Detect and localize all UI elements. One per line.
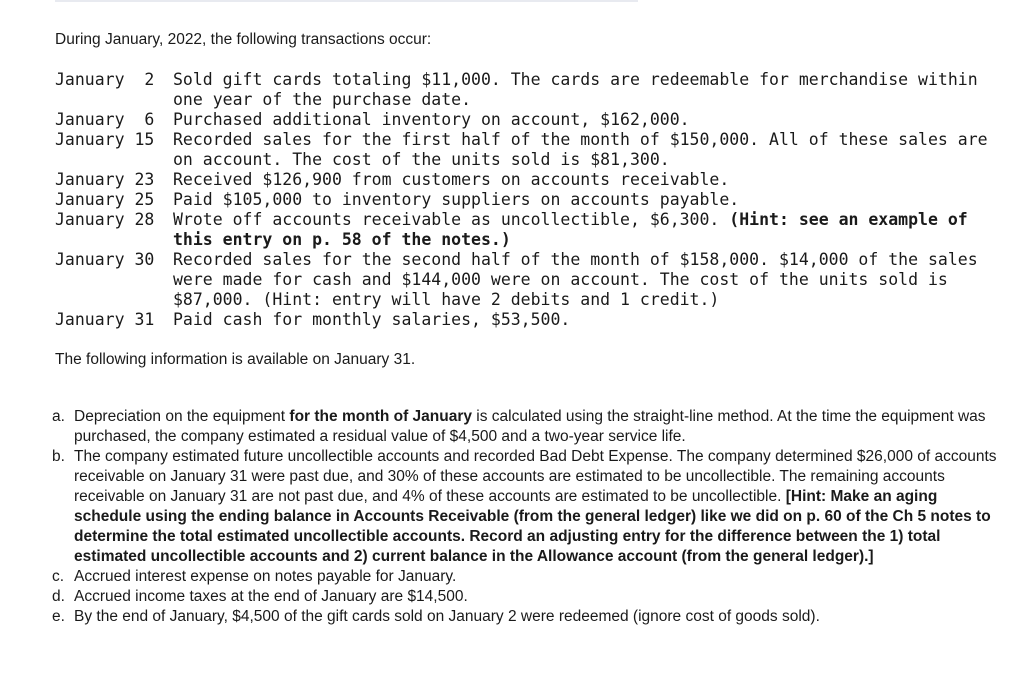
transaction-date: January 15 [55, 130, 155, 149]
adjustment-text: Accrued income taxes at the end of January are $14,500. [74, 588, 468, 605]
adjustment-text: Accrued interest expense on notes payable for January. [74, 568, 457, 585]
transaction-text: Paid $105,000 to inventory suppliers on accounts payable. [173, 190, 740, 209]
adjustment-item [52, 567, 997, 587]
adjustment-item [52, 407, 997, 447]
adjustment-item [52, 607, 997, 627]
transaction-text: Paid cash for monthly salaries, $53,500. [173, 310, 571, 329]
adjustment-letter: e. [52, 608, 65, 625]
transaction-item [55, 250, 993, 310]
adjustment-item [52, 447, 997, 567]
transaction-date: January 2 [55, 70, 155, 89]
transaction-item [55, 70, 993, 110]
adjustment-text: The company estimated future uncollectible accounts and recorded Bad Debt Expense. The company determined $26,000 of accounts receivable on January 31 were past due, and 30% of these accounts are estimated to be uncollectible. The remaining accounts receivable on January 31 are not past due, and 4% of these accounts are estimated to be uncollectible. [Hint: Make an aging schedule using the ending balance in Accounts Receivable (from the general ledger) like we did on p. 60 of the Ch 5 notes to determine the total estimated uncollectible accounts. Record an adjusting entry for the difference between the 1) total estimated uncollectible accounts and 2) current balance in the Allowance account (from the general ledger).] [74, 448, 997, 565]
adjustment-letter: b. [52, 448, 65, 465]
transaction-text: Wrote off accounts receivable as uncollectible, $6,300. (Hint: see an example of this entry on p. 58 of the notes.) [173, 210, 968, 249]
transaction-date: January 6 [55, 110, 155, 129]
transaction-date: January 30 [55, 250, 155, 269]
transaction-text: Recorded sales for the first half of the month of $150,000. All of these sales are on account. The cost of the units sold is $81,300. [173, 130, 988, 169]
transaction-item [55, 170, 993, 190]
transaction-text: Recorded sales for the second half of the month of $158,000. $14,000 of the sales were made for cash and $144,000 were on account. The cost of the units sold is $87,000. (Hint: entry will have 2 debits and 1 credit.) [173, 250, 978, 309]
adjustment-letter: a. [52, 408, 65, 425]
transaction-item [55, 110, 993, 130]
intro-text: During January, 2022, the following transactions occur: [55, 31, 432, 48]
transaction-text: Purchased additional inventory on account, $162,000. [173, 110, 690, 129]
transaction-date: January 31 [55, 310, 155, 329]
top-divider [55, 0, 638, 2]
transaction-date: January 23 [55, 170, 155, 189]
adjustment-item [52, 587, 997, 607]
adjustment-letter: d. [52, 588, 65, 605]
transaction-list [55, 70, 993, 330]
transaction-item [55, 190, 993, 210]
transaction-text: Sold gift cards totaling $11,000. The cards are redeemable for merchandise within one year of the purchase date. [173, 70, 978, 109]
transaction-item [55, 130, 993, 170]
adjustment-letter: c. [52, 568, 65, 585]
transaction-date: January 28 [55, 210, 155, 229]
adjustment-text: Depreciation on the equipment for the month of January is calculated using the straight-line method. At the time the equipment was purchased, the company estimated a residual value of $4,500 and a two-year service life. [74, 408, 986, 445]
transaction-item [55, 210, 993, 250]
adjustment-list [52, 407, 997, 627]
transaction-text: Received $126,900 from customers on accounts receivable. [173, 170, 730, 189]
info-line: The following information is available on January 31. [55, 351, 416, 368]
transaction-date: January 25 [55, 190, 155, 209]
adjustment-text: By the end of January, $4,500 of the gift cards sold on January 2 were redeemed (ignore cost of goods sold). [74, 608, 820, 625]
transaction-item [55, 310, 993, 330]
